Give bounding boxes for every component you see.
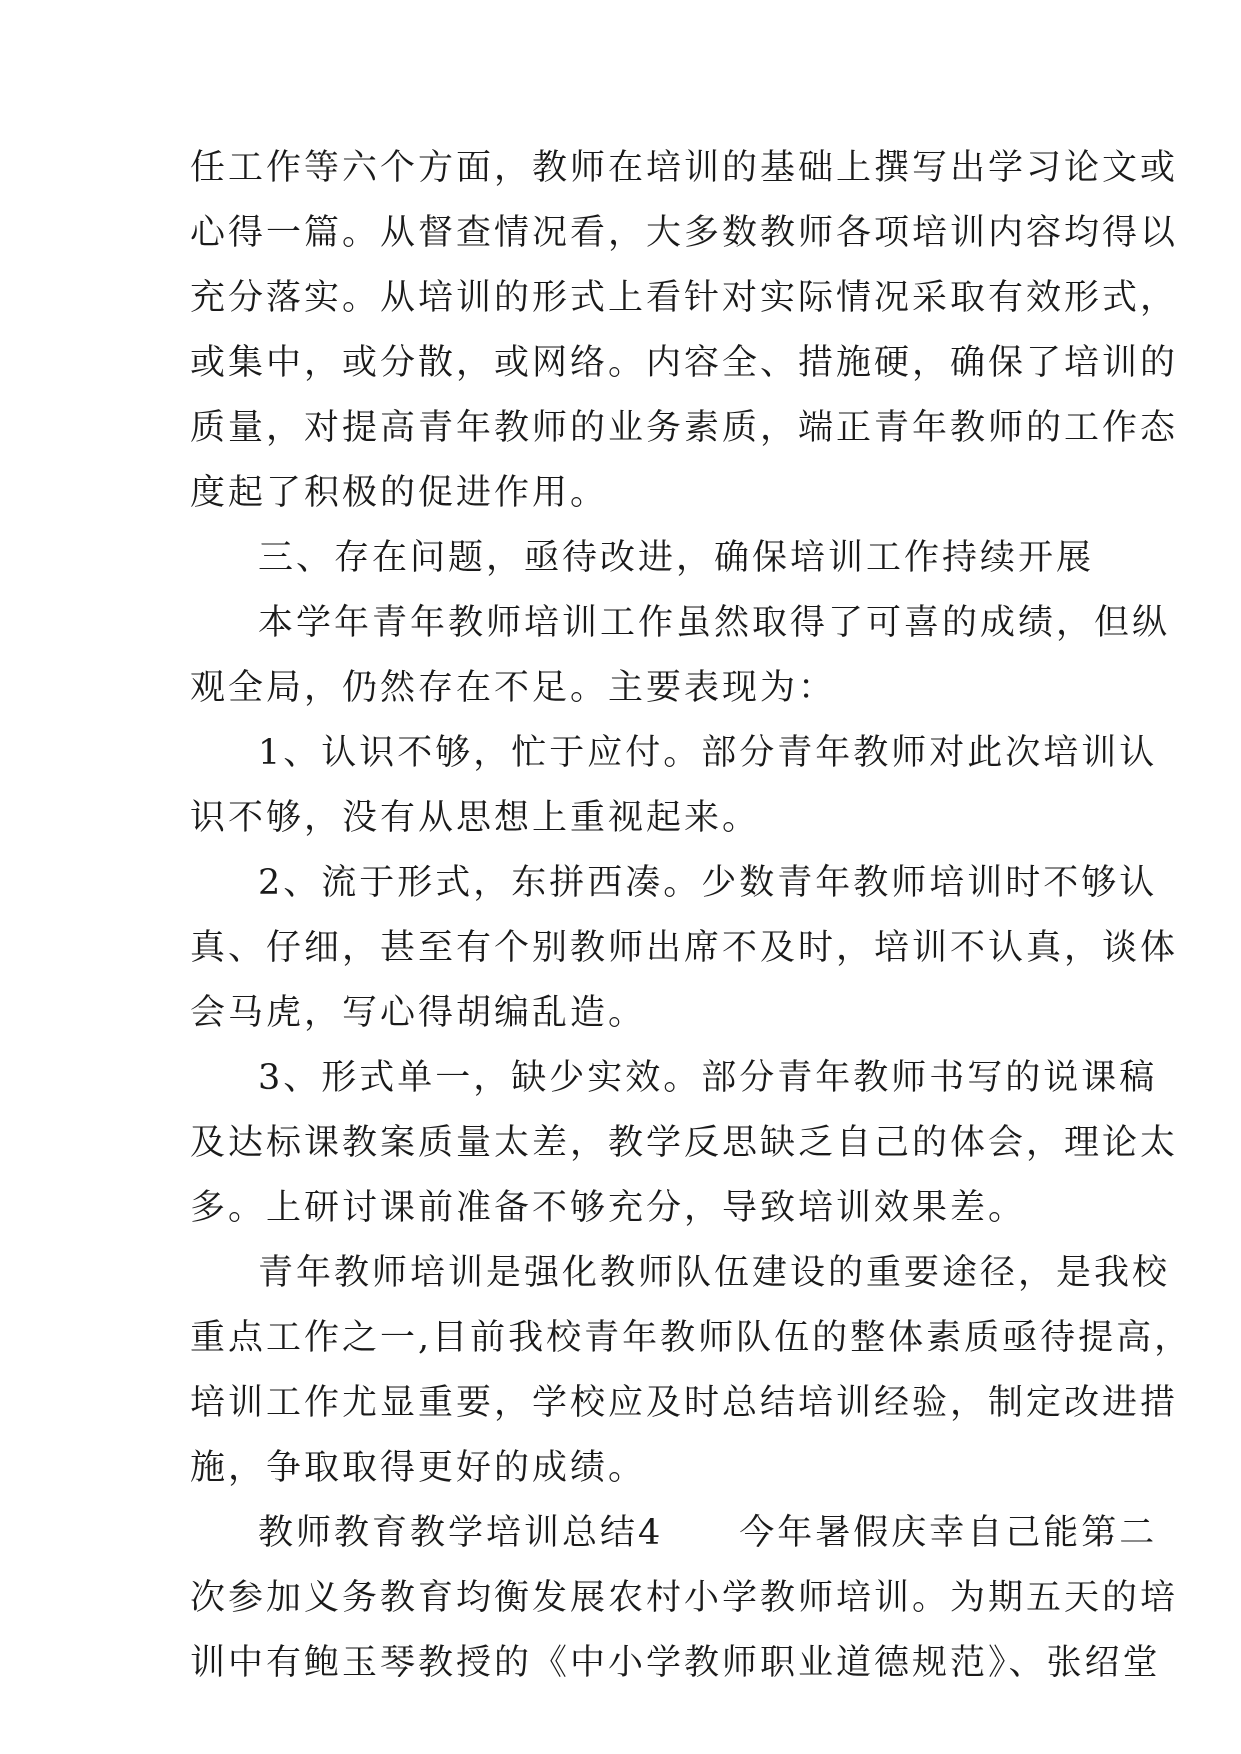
body-text-line: 心得一篇。从督查情况看，大多数教师各项培训内容均得以 — [190, 213, 1179, 253]
body-text-line: 充分落实。从培训的形式上看针对实际情况采取有效形式， — [190, 278, 1179, 318]
list-item-line: 及达标课教案质量太差，教学反思缺乏自己的体会，理论太 — [190, 1123, 1179, 1163]
list-item-line: 识不够，没有从思想上重视起来。 — [190, 798, 761, 838]
body-text-line: 培训工作尤显重要，学校应及时总结培训经验，制定改进措 — [190, 1383, 1179, 1423]
section-heading: 三、存在问题，亟待改进，确保培训工作持续开展 — [258, 538, 1095, 578]
list-item-line: 1、认识不够，忙于应付。部分青年教师对此次培训认 — [258, 733, 1158, 773]
list-item-line: 会马虎，写心得胡编乱造。 — [190, 993, 647, 1033]
list-item-line: 真、仔细，甚至有个别教师出席不及时，培训不认真，谈体 — [190, 928, 1179, 968]
body-text-line: 青年教师培训是强化教师队伍建设的重要途径，是我校 — [258, 1253, 1171, 1293]
body-text-line: 观全局，仍然存在不足。主要表现为： — [190, 668, 837, 708]
body-text-line: 度起了积极的促进作用。 — [190, 473, 609, 513]
body-text-line: 施，争取取得更好的成绩。 — [190, 1448, 647, 1488]
body-text-line: 次参加义务教育均衡发展农村小学教师培训。为期五天的培 — [190, 1578, 1179, 1618]
body-text-line: 或集中，或分散，或网络。内容全、措施硬，确保了培训的 — [190, 343, 1179, 383]
body-text-line: 教师教育教学培训总结4 今年暑假庆幸自己能第二 — [258, 1513, 1158, 1553]
list-item-line: 多。上研讨课前准备不够充分，导致培训效果差。 — [190, 1188, 1027, 1228]
body-text-line: 任工作等六个方面，教师在培训的基础上撰写出学习论文或 — [190, 148, 1179, 188]
body-text-line: 质量，对提高青年教师的业务素质，端正青年教师的工作态 — [190, 408, 1179, 448]
body-text-line: 本学年青年教师培训工作虽然取得了可喜的成绩，但纵 — [258, 603, 1171, 643]
list-item-line: 2、流于形式，东拼西凑。少数青年教师培训时不够认 — [258, 863, 1158, 903]
body-text-line: 训中有鲍玉琴教授的《中小学教师职业道德规范》、张绍堂 — [190, 1643, 1161, 1683]
body-text-line: 重点工作之一,目前我校青年教师队伍的整体素质亟待提高， — [190, 1318, 1193, 1358]
list-item-line: 3、形式单一，缺少实效。部分青年教师书写的说课稿 — [258, 1058, 1158, 1098]
